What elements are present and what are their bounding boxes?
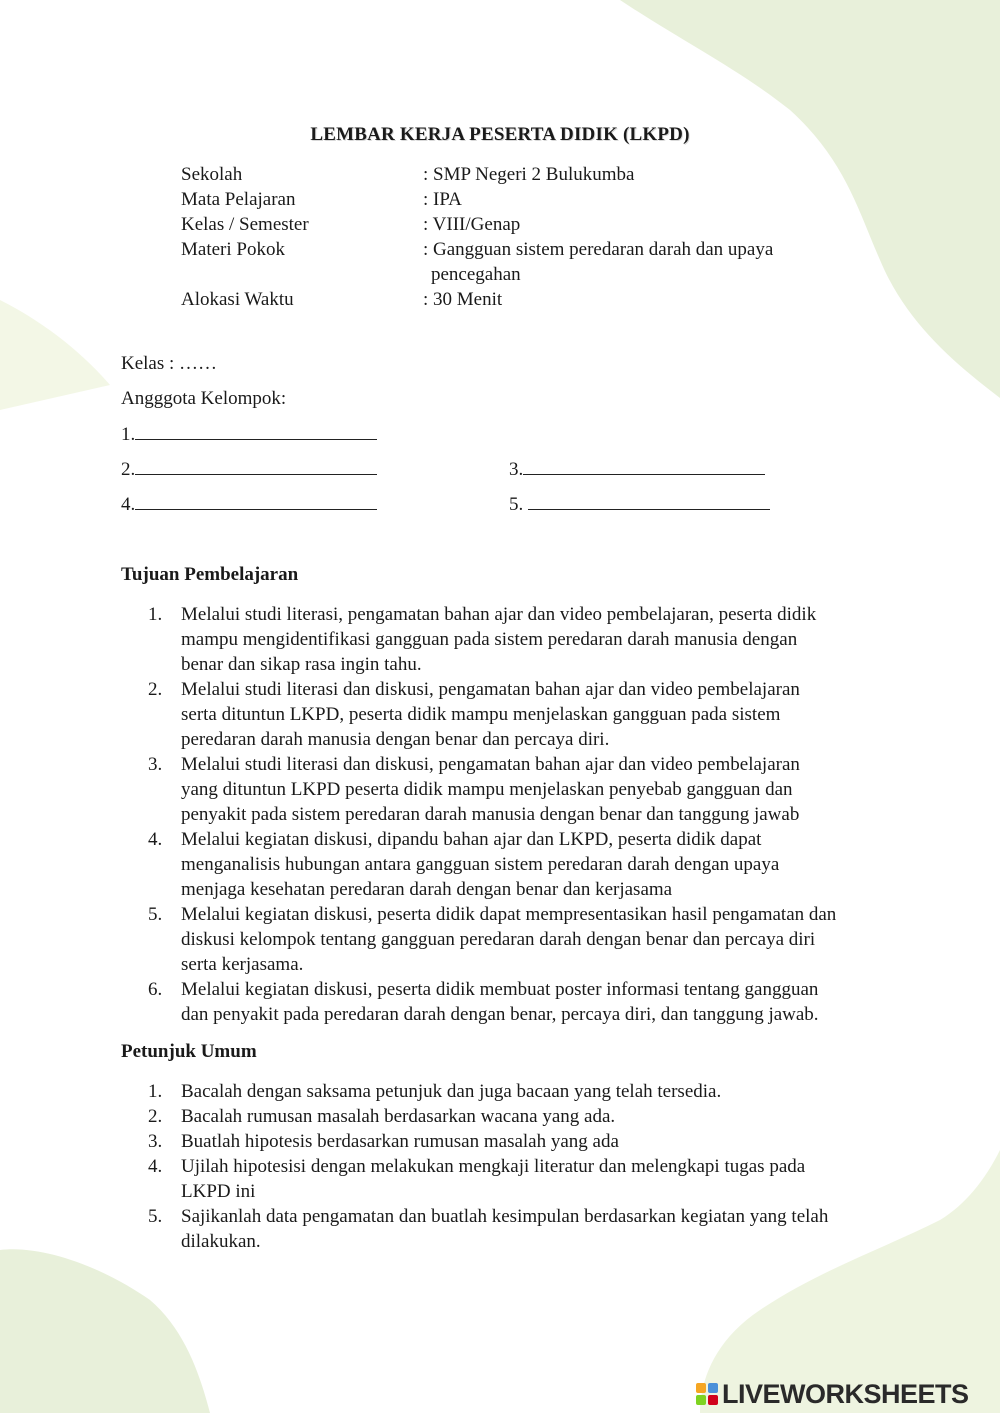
tujuan-item-line: yang dituntun LKPD peserta didik mampu menjelaskan penyebab gangguan dan (181, 779, 793, 800)
member-1-blank[interactable] (135, 421, 377, 440)
tujuan-item-number: 3. (148, 754, 163, 775)
tujuan-item-line: Melalui kegiatan diskusi, dipandu bahan ajar dan LKPD, peserta didik dapat (181, 829, 762, 850)
tujuan-item-line: benar dan sikap rasa ingin tahu. (181, 654, 422, 675)
tujuan-item-line: diskusi kelompok tentang gangguan peredaran darah dengan benar dan percaya diri (181, 929, 816, 950)
member-1-number: 1. (121, 424, 136, 445)
tujuan-item (148, 827, 836, 902)
tujuan-item-number: 1. (148, 604, 163, 625)
logo-tile-3 (696, 1395, 706, 1405)
tujuan-item-line: menganalisis hubungan antara gangguan sistem peredaran darah dengan upaya (181, 854, 780, 875)
tujuan-item (148, 977, 836, 1027)
member-4-blank[interactable] (135, 491, 377, 510)
liveworksheets-logo[interactable] (696, 1378, 996, 1410)
tujuan-item-line: menjaga kesehatan peredaran darah dengan benar dan kerjasama (181, 879, 673, 900)
petunjuk-item (148, 1204, 828, 1254)
petunjuk-item (148, 1129, 828, 1154)
tujuan-item-line: dan penyakit pada peredaran darah dengan benar, percaya diri, dan tanggung jawab. (181, 1004, 819, 1025)
info-label-mata-pelajaran: Mata Pelajaran (181, 189, 296, 210)
tujuan-item-line: Melalui studi literasi dan diskusi, pengamatan bahan ajar dan video pembelajaran (181, 754, 800, 775)
tujuan-item-line: serta dituntun LKPD, peserta didik mampu menjelaskan gangguan pada sistem (181, 704, 781, 725)
petunjuk-item-number: 5. (148, 1206, 163, 1227)
tujuan-heading: Tujuan Pembelajaran (121, 564, 299, 585)
tujuan-item-number: 2. (148, 679, 163, 700)
tujuan-list (148, 602, 836, 1027)
petunjuk-item-line: dilakukan. (181, 1231, 261, 1252)
tujuan-item-line: peredaran darah manusia dengan benar dan percaya diri. (181, 729, 610, 750)
tujuan-item-line: Melalui studi literasi, pengamatan bahan ajar dan video pembelajaran, peserta didik (181, 604, 817, 625)
member-5-number: 5. (509, 494, 528, 515)
info-label-alokasi-waktu: Alokasi Waktu (181, 289, 294, 310)
tujuan-item-number: 6. (148, 979, 163, 1000)
member-5-blank[interactable] (528, 491, 770, 510)
tujuan-item (148, 752, 836, 827)
page-title: LEMBAR KERJA PESERTA DIDIK (LKPD) (310, 124, 690, 145)
petunjuk-item (148, 1104, 828, 1129)
tujuan-item-line: Melalui kegiatan diskusi, peserta didik membuat poster informasi tentang gangguan (181, 979, 819, 1000)
member-2-field[interactable] (121, 456, 377, 482)
info-label-kelas-semester: Kelas / Semester (181, 214, 309, 235)
tujuan-item-line: mampu mengidentifikasi gangguan pada sistem peredaran darah manusia dengan (181, 629, 798, 650)
member-3-blank[interactable] (523, 456, 765, 475)
kelas-field: Kelas : …… (121, 353, 218, 374)
member-4-field[interactable] (121, 491, 377, 517)
petunjuk-item-line: Buatlah hipotesis berdasarkan rumusan masalah yang ada (181, 1131, 619, 1152)
petunjuk-item-number: 1. (148, 1081, 163, 1102)
petunjuk-item-line: Bacalah rumusan masalah berdasarkan wacana yang ada. (181, 1106, 616, 1127)
tujuan-item (148, 602, 836, 677)
info-value-materi-pokok-cont: pencegahan (431, 264, 521, 285)
petunjuk-item-line: Bacalah dengan saksama petunjuk dan juga bacaan yang telah tersedia. (181, 1081, 722, 1102)
info-label-sekolah: Sekolah (181, 164, 243, 185)
petunjuk-item-line: Ujilah hipotesisi dengan melakukan mengkaji literatur dan melengkapi tugas pada (181, 1156, 806, 1177)
petunjuk-heading: Petunjuk Umum (121, 1041, 257, 1062)
tujuan-item-line: penyakit pada sistem peredaran darah manusia dengan benar dan tanggung jawab (181, 804, 800, 825)
member-5-field[interactable] (509, 491, 770, 517)
info-value-materi-pokok: : Gangguan sistem peredaran darah dan upaya (423, 239, 774, 260)
logo-tile-4 (708, 1395, 718, 1405)
logo-tile-2 (708, 1383, 718, 1393)
petunjuk-list (148, 1079, 828, 1254)
liveworksheets-logo-text: LIVEWORKSHEETS (722, 1378, 969, 1409)
member-2-blank[interactable] (135, 456, 377, 475)
tujuan-item-number: 5. (148, 904, 163, 925)
petunjuk-item-number: 2. (148, 1106, 163, 1127)
member-3-number: 3. (509, 459, 524, 480)
tujuan-item-line: Melalui studi literasi dan diskusi, pengamatan bahan ajar dan video pembelajaran (181, 679, 800, 700)
member-4-number: 4. (121, 494, 136, 515)
info-value-kelas-semester: : VIII/Genap (423, 214, 521, 235)
petunjuk-item (148, 1154, 828, 1204)
anggota-label: Angggota Kelompok: (121, 388, 287, 409)
petunjuk-item-number: 4. (148, 1156, 163, 1177)
petunjuk-item (148, 1079, 828, 1104)
logo-tile-1 (696, 1383, 706, 1393)
petunjuk-item-line: LKPD ini (181, 1181, 256, 1202)
tujuan-item (148, 677, 836, 752)
member-3-field[interactable] (509, 456, 765, 482)
liveworksheets-logo-icon (696, 1383, 718, 1405)
tujuan-item-number: 4. (148, 829, 163, 850)
tujuan-item-line: Melalui kegiatan diskusi, peserta didik dapat mempresentasikan hasil pengamatan dan (181, 904, 837, 925)
tujuan-item (148, 902, 836, 977)
tujuan-item-line: serta kerjasama. (181, 954, 304, 975)
member-2-number: 2. (121, 459, 136, 480)
info-value-mata-pelajaran: : IPA (423, 189, 462, 210)
info-value-alokasi-waktu: : 30 Menit (423, 289, 503, 310)
petunjuk-item-line: Sajikanlah data pengamatan dan buatlah kesimpulan berdasarkan kegiatan yang telah (181, 1206, 829, 1227)
info-value-sekolah: : SMP Negeri 2 Bulukumba (423, 164, 635, 185)
member-1-field[interactable] (121, 421, 377, 447)
petunjuk-item-number: 3. (148, 1131, 163, 1152)
info-label-materi-pokok: Materi Pokok (181, 239, 285, 260)
